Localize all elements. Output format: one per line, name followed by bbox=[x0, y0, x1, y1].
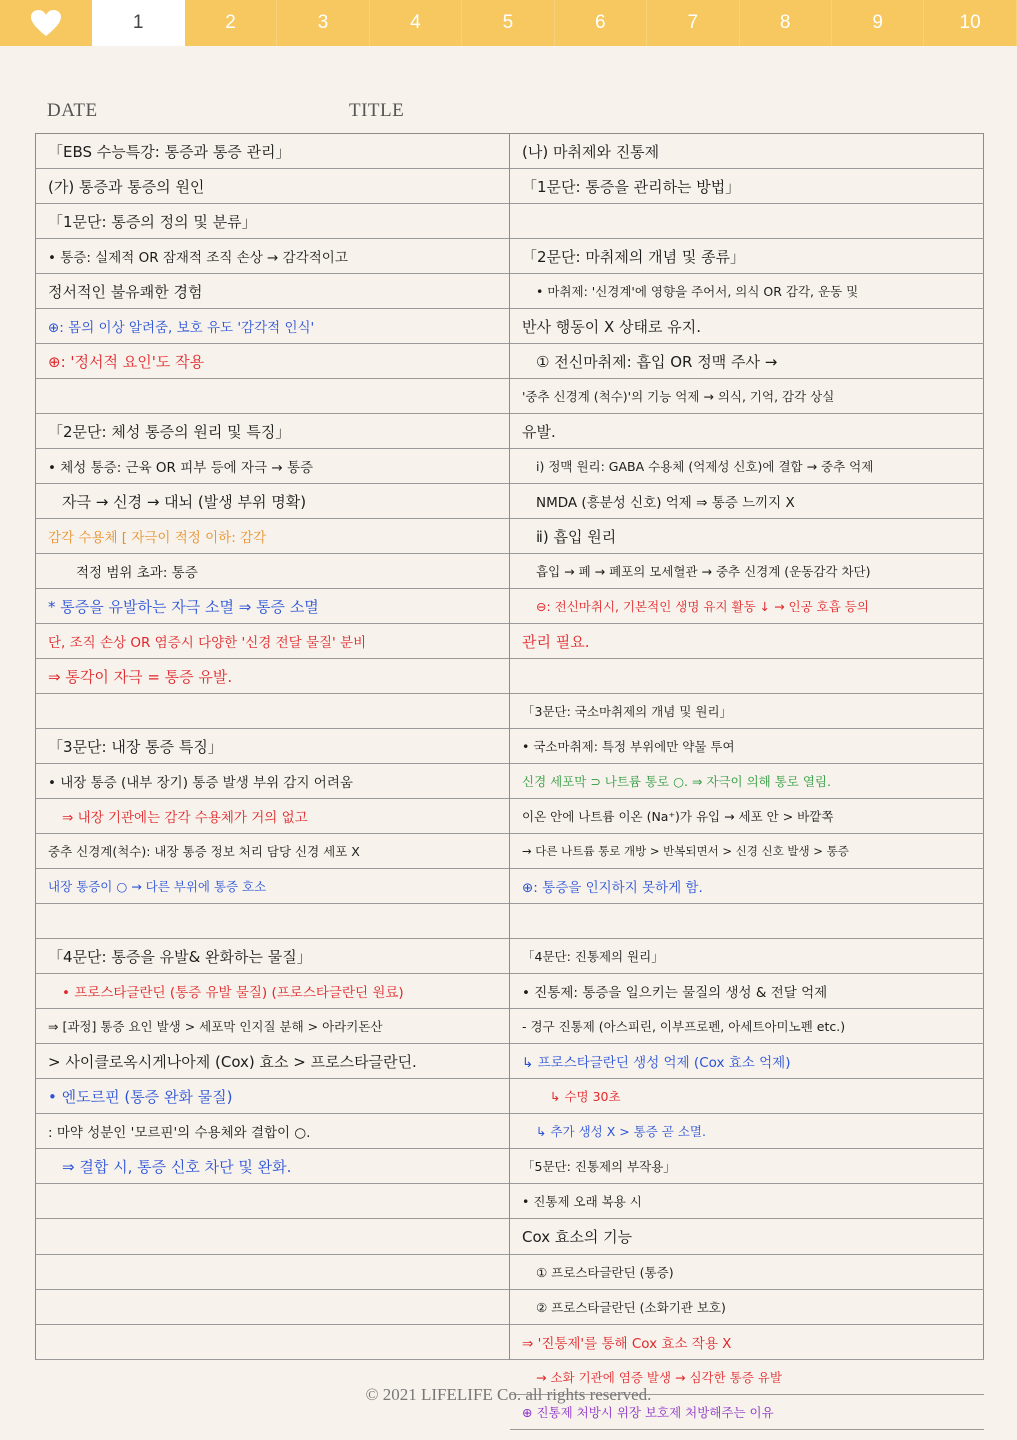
left-note-line[interactable]: 단, 조직 손상 OR 염증시 다양한 '신경 전달 물질' 분비 bbox=[36, 624, 509, 659]
page-tab-7[interactable]: 7 bbox=[647, 0, 739, 46]
page-tab-6[interactable]: 6 bbox=[555, 0, 647, 46]
right-note-line[interactable]: ⅱ) 흡입 원리 bbox=[510, 519, 984, 554]
left-note-line[interactable]: 「1문단: 통증의 정의 및 분류」 bbox=[36, 204, 509, 239]
right-note-line[interactable]: • 마취제: '신경계'에 영향을 주어서, 의식 OR 감각, 운동 및 bbox=[510, 274, 984, 309]
copyright-footer: © 2021 LIFELIFE Co. all rights reserved. bbox=[365, 1385, 652, 1404]
left-note-line[interactable]: ⊕: 몸의 이상 알려줌, 보호 유도 '감각적 인식' bbox=[36, 309, 509, 344]
left-note-line[interactable]: 자극 → 신경 → 대뇌 (발생 부위 명확) bbox=[36, 484, 509, 519]
left-note-line[interactable]: 「2문단: 체성 통증의 원리 및 특징」 bbox=[36, 414, 509, 449]
page-tab-10[interactable]: 10 bbox=[924, 0, 1016, 46]
right-note-line[interactable]: ⇒ '진통제'를 통해 Cox 효소 작용 X bbox=[510, 1325, 984, 1360]
right-note-line[interactable]: 신경 세포막 ⊃ 나트륨 통로 ○. ⇒ 자극이 의해 통로 열림. bbox=[510, 764, 984, 799]
right-note-line[interactable]: ↳ 추가 생성 X > 통증 곧 소멸. bbox=[510, 1114, 984, 1149]
page-tab-8[interactable]: 8 bbox=[740, 0, 832, 46]
date-label: DATE bbox=[47, 100, 98, 121]
left-note-line[interactable]: • 엔도르핀 (통증 완화 물질) bbox=[36, 1079, 509, 1114]
left-note-line[interactable] bbox=[36, 1325, 509, 1360]
right-note-line[interactable]: 이온 안에 나트륨 이온 (Na⁺)가 유입 → 세포 안 > 바깥쪽 bbox=[510, 799, 984, 834]
page-tab-3[interactable]: 3 bbox=[277, 0, 369, 46]
right-note-line[interactable]: - 경구 진통제 (아스피린, 이부프로펜, 아세트아미노펜 etc.) bbox=[510, 1009, 984, 1044]
favorite-heart-icon[interactable] bbox=[0, 0, 92, 46]
left-column bbox=[36, 134, 510, 1359]
left-note-line[interactable]: • 프로스타글란딘 (통증 유발 물질) (프로스타글란딘 원료) bbox=[36, 974, 509, 1009]
left-note-line[interactable]: • 통증: 실제적 OR 잠재적 조직 손상 → 감각적이고 bbox=[36, 239, 509, 274]
page-tab-5[interactable]: 5 bbox=[462, 0, 554, 46]
right-note-line[interactable]: 「4문단: 진통제의 원리」 bbox=[510, 939, 984, 974]
right-note-line[interactable]: ↳ 프로스타글란딘 생성 억제 (Cox 효소 억제) bbox=[510, 1044, 984, 1079]
right-note-line[interactable]: 관리 필요. bbox=[510, 624, 984, 659]
right-note-line[interactable]: '중추 신경계 (척수)'의 기능 억제 → 의식, 기억, 감각 상실 bbox=[510, 379, 984, 414]
left-note-line[interactable]: 적정 범위 초과: 통증 bbox=[36, 554, 509, 589]
left-note-line[interactable] bbox=[36, 694, 509, 729]
left-note-line[interactable]: 「4문단: 통증을 유발& 완화하는 물질」 bbox=[36, 939, 509, 974]
right-note-line[interactable]: 반사 행동이 X 상태로 유지. bbox=[510, 309, 984, 344]
right-note-line[interactable]: ① 프로스타글란딘 (통증) bbox=[510, 1255, 984, 1290]
left-note-line[interactable]: 「3문단: 내장 통증 특징」 bbox=[36, 729, 509, 764]
right-column bbox=[510, 134, 984, 1420]
right-note-line[interactable]: NMDA (흥분성 신호) 억제 ⇒ 통증 느끼지 X bbox=[510, 484, 984, 519]
page-tab-2[interactable]: 2 bbox=[185, 0, 277, 46]
right-note-line[interactable]: ⊖: 전신마취시, 기본적인 생명 유지 활동 ↓ → 인공 호흡 등의 bbox=[510, 589, 984, 624]
right-note-line[interactable]: 「5문단: 진통제의 부작용」 bbox=[510, 1149, 984, 1184]
right-note-line[interactable] bbox=[510, 659, 984, 694]
left-note-line[interactable]: ⇒ 결합 시, 통증 신호 차단 및 완화. bbox=[36, 1149, 509, 1184]
right-note-line[interactable]: • 국소마취제: 특정 부위에만 약물 투여 bbox=[510, 729, 984, 764]
right-note-line[interactable]: • 진통제: 통증을 일으키는 물질의 생성 & 전달 억제 bbox=[510, 974, 984, 1009]
left-note-line[interactable]: (가) 통증과 통증의 원인 bbox=[36, 169, 509, 204]
left-note-line[interactable]: • 체성 통증: 근육 OR 피부 등에 자극 → 통증 bbox=[36, 449, 509, 484]
right-note-line[interactable]: ② 프로스타글란딘 (소화기관 보호) bbox=[510, 1290, 984, 1325]
left-note-line[interactable]: : 마약 성분인 '모르핀'의 수용체와 결합이 ○. bbox=[36, 1114, 509, 1149]
right-note-line[interactable] bbox=[510, 204, 984, 239]
right-note-line[interactable]: ⅰ) 정맥 원리: GABA 수용체 (억제성 신호)에 결합 → 중추 억제 bbox=[510, 449, 984, 484]
left-note-line[interactable]: ⇒ [과정] 통증 요인 발생 > 세포막 인지질 분해 > 아라키돈산 bbox=[36, 1009, 509, 1044]
right-note-line[interactable] bbox=[510, 904, 984, 939]
left-note-line[interactable] bbox=[36, 1290, 509, 1325]
right-note-line[interactable]: 흡입 → 폐 → 폐포의 모세혈관 → 중추 신경계 (운동감각 차단) bbox=[510, 554, 984, 589]
left-note-line[interactable] bbox=[36, 1255, 509, 1290]
page-tab-1[interactable]: 1 bbox=[92, 0, 184, 46]
right-note-line[interactable]: 「2문단: 마취제의 개념 및 종류」 bbox=[510, 239, 984, 274]
right-note-line[interactable]: ↳ 수명 30초 bbox=[510, 1079, 984, 1114]
left-note-line[interactable]: * 통증을 유발하는 자극 소멸 ⇒ 통증 소멸 bbox=[36, 589, 509, 624]
right-note-line[interactable]: • 진통제 오래 복용 시 bbox=[510, 1184, 984, 1219]
right-note-line[interactable]: → 소화 기관에 염증 발생 → 심각한 통증 유발 bbox=[510, 1360, 984, 1395]
left-note-line[interactable] bbox=[36, 1184, 509, 1219]
right-note-line[interactable]: 「3문단: 국소마취제의 개념 및 원리」 bbox=[510, 694, 984, 729]
right-note-line[interactable]: 유발. bbox=[510, 414, 984, 449]
left-note-line[interactable]: 감각 수용체 [ 자극이 적정 이하: 감각 bbox=[36, 519, 509, 554]
left-note-line[interactable] bbox=[36, 379, 509, 414]
right-note-line[interactable]: ⊕: 통증을 인지하지 못하게 함. bbox=[510, 869, 984, 904]
left-note-line[interactable] bbox=[36, 1219, 509, 1254]
left-note-line[interactable] bbox=[36, 904, 509, 939]
page-tab-4[interactable]: 4 bbox=[370, 0, 462, 46]
right-note-line[interactable]: Cox 효소의 기능 bbox=[510, 1219, 984, 1254]
title-label: TITLE bbox=[349, 100, 405, 121]
left-note-line[interactable]: 내장 통증이 ○ → 다른 부위에 통증 호소 bbox=[36, 869, 509, 904]
page-tab-9[interactable]: 9 bbox=[832, 0, 924, 46]
right-note-line[interactable]: 「1문단: 통증을 관리하는 방법」 bbox=[510, 169, 984, 204]
right-note-line[interactable]: ① 전신마취제: 흡입 OR 정맥 주사 → bbox=[510, 344, 984, 379]
right-note-line[interactable]: → 다른 나트륨 통로 개방 > 반복되면서 > 신경 신호 발생 > 통증 bbox=[510, 834, 984, 869]
right-note-line[interactable]: ⊕ 진통제 처방시 위장 보호제 처방해주는 이유 bbox=[510, 1395, 984, 1430]
left-note-line[interactable]: 「EBS 수능특강: 통증과 통증 관리」 bbox=[36, 134, 509, 169]
left-note-line[interactable]: • 내장 통증 (내부 장기) 통증 발생 부위 감지 어려움 bbox=[36, 764, 509, 799]
left-note-line[interactable]: > 사이클로옥시게나아제 (Cox) 효소 > 프로스타글란딘. bbox=[36, 1044, 509, 1079]
right-note-line[interactable]: (나) 마취제와 진통제 bbox=[510, 134, 984, 169]
left-note-line[interactable]: 중추 신경계(척수): 내장 통증 정보 처리 담당 신경 세포 X bbox=[36, 834, 509, 869]
left-note-line[interactable]: ⇒ 내장 기관에는 감각 수용체가 거의 없고 bbox=[36, 799, 509, 834]
left-note-line[interactable]: ⊕: '정서적 요인'도 작용 bbox=[36, 344, 509, 379]
left-note-line[interactable]: ⇒ 통각이 자극 = 통증 유발. bbox=[36, 659, 509, 694]
left-note-line[interactable]: 정서적인 불유쾌한 경험 bbox=[36, 274, 509, 309]
page-tab-bar bbox=[0, 0, 1017, 46]
